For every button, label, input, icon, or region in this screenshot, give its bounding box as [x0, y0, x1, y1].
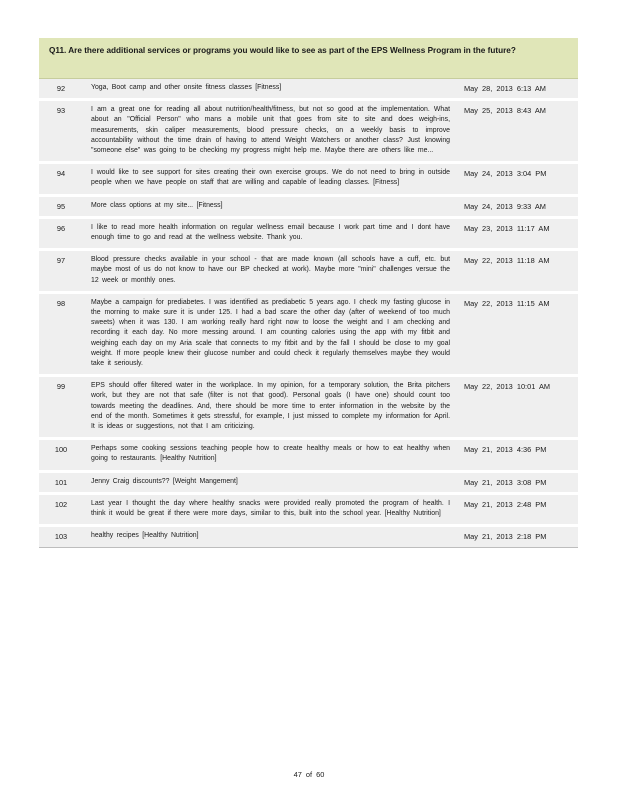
- response-date: May 22, 2013 11:18 AM: [456, 250, 578, 293]
- response-number: 94: [39, 163, 83, 195]
- response-row: [39, 439, 578, 471]
- response-text: Jenny Craig discounts?? [Weight Mangement]: [83, 471, 456, 493]
- response-text: I would like to see support for sites creating their own exercise groups. We do not need to bring in outside people when we have people on staff that are willing and capable of leading classes. [Fitness]: [83, 163, 456, 195]
- response-text: Perhaps some cooking sessions teaching people how to create healthy meals or how to eat healthy when going to restaurants. [Healthy Nutrition]: [83, 439, 456, 471]
- response-row: [39, 250, 578, 293]
- response-number: 95: [39, 195, 83, 217]
- response-number: 101: [39, 471, 83, 493]
- response-row: [39, 100, 578, 163]
- response-number: 102: [39, 493, 83, 525]
- response-row: [39, 376, 578, 439]
- response-date: May 21, 2013 2:18 PM: [456, 526, 578, 547]
- response-text: Maybe a campaign for prediabetes. I was identified as prediabetic 5 years ago. I check my fasting glucose in the morning to make sure it is under 125. I had a bad scare the other day (after of weekend of too much sweets) when it was 130. I am working really hard right now to loose the weight and I am checking and recording it each day. No more messing around. I am counting calories using the app with my fitbit and weighing each day on my Aria scale that connects to my fitbit and by the fall I should be close to my goal weight. If more people knew their glucose number and could check it regularly themselves maybe they would take it seriously.: [83, 292, 456, 375]
- response-text: Yoga, Boot camp and other onsite fitness classes [Fitness]: [83, 79, 456, 100]
- response-date: May 28, 2013 6:13 AM: [456, 79, 578, 100]
- response-number: 96: [39, 217, 83, 249]
- response-number: 103: [39, 526, 83, 547]
- response-number: 97: [39, 250, 83, 293]
- response-date: May 22, 2013 10:01 AM: [456, 376, 578, 439]
- response-text: EPS should offer filtered water in the workplace. In my opinion, for a temporary solution, the Brita pitchers work, but they are not that safe (filter is not that good). Personal goals (I have one) should count too towards meeting the deadlines. And, there should be more time to enter information in the website by the end of the month. Sometimes it gets stressful, for example, I just missed to complete my information for April. It is ideas or suggestions, not that I am criticizing.: [83, 376, 456, 439]
- response-row: [39, 217, 578, 249]
- response-text: Last year I thought the day where healthy snacks were provided really promoted the program of health. I think it would be great if there were more days, similar to this, built into the school year. [Healthy Nutrition]: [83, 493, 456, 525]
- response-date: May 21, 2013 4:36 PM: [456, 439, 578, 471]
- responses-table: [39, 79, 578, 548]
- response-text: More class options at my site... [Fitness]: [83, 195, 456, 217]
- response-text: I like to read more health information on regular wellness email because I work part time and I dont have enough time to go and read at the wellness website. Thank you.: [83, 217, 456, 249]
- response-date: May 24, 2013 9:33 AM: [456, 195, 578, 217]
- response-row: [39, 292, 578, 375]
- response-row: [39, 526, 578, 547]
- survey-page: [39, 38, 578, 548]
- page-number: 47 of 60: [293, 770, 325, 779]
- response-date: May 22, 2013 11:15 AM: [456, 292, 578, 375]
- response-row: [39, 471, 578, 493]
- response-text: I am a great one for reading all about nutrition/health/fitness, but not so good at the implementation. What about an "Official Person" who mans a mobile unit that goes from site to site and does weigh-ins, measurements, skin caliper measurements, blood pressure checks, on a weekly basis to improve accountability without the time drain of having to attend Weight Watchers or another class? Just knowing "someone else" was going to be checking my progress might help me. Maybe there are others like me...: [83, 100, 456, 163]
- response-number: 100: [39, 439, 83, 471]
- response-date: May 23, 2013 11:17 AM: [456, 217, 578, 249]
- response-date: May 21, 2013 2:48 PM: [456, 493, 578, 525]
- response-number: 92: [39, 79, 83, 100]
- response-row: [39, 493, 578, 525]
- response-row: [39, 163, 578, 195]
- question-header: Q11. Are there additional services or programs you would like to see as part of the EPS Wellness Program in the future?: [39, 38, 578, 79]
- response-row: [39, 79, 578, 100]
- responses-body: [39, 79, 578, 547]
- response-text: healthy recipes [Healthy Nutrition]: [83, 526, 456, 547]
- response-number: 93: [39, 100, 83, 163]
- response-number: 99: [39, 376, 83, 439]
- response-date: May 24, 2013 3:04 PM: [456, 163, 578, 195]
- response-number: 98: [39, 292, 83, 375]
- response-row: [39, 195, 578, 217]
- response-date: May 21, 2013 3:08 PM: [456, 471, 578, 493]
- response-text: Blood pressure checks available in your school - that are made known (all schools have a cuff, etc. but maybe most of us do not know to have our BP checked at work). Maybe more "mini" challenges versue the 12 week or monthly ones.: [83, 250, 456, 293]
- response-date: May 25, 2013 8:43 AM: [456, 100, 578, 163]
